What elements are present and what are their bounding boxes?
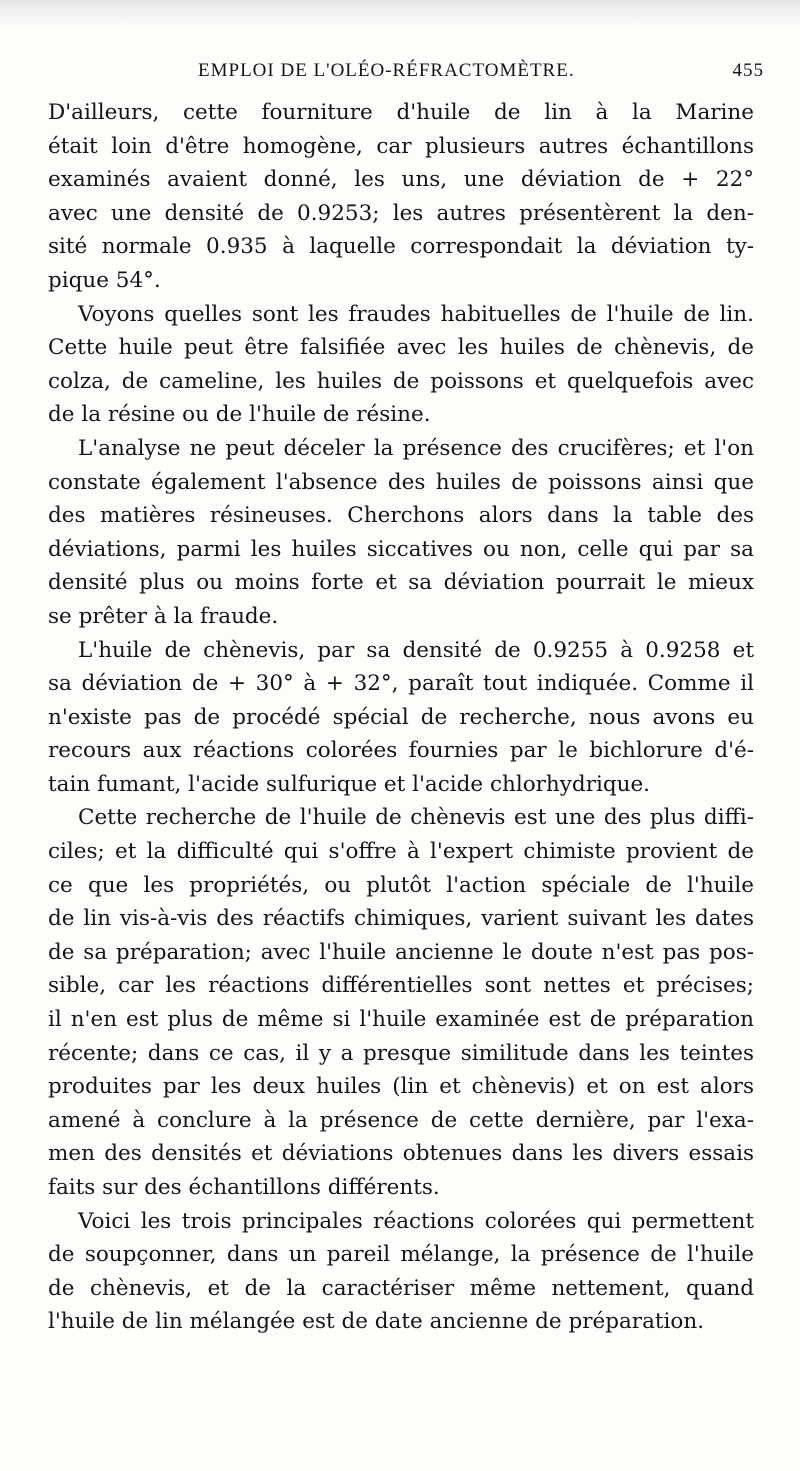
text-line: men des densités et déviations obtenues dans les divers essais	[48, 1141, 754, 1167]
text-line: D'ailleurs, cette fourniture d'huile de lin à la Marine	[48, 100, 754, 125]
text-line: Cette huile peut être falsifiée avec les huiles de chènevis, de	[48, 335, 754, 361]
text-line: n'existe pas de procédé spécial de recherche, nous avons eu	[48, 704, 754, 730]
text-line: l'huile de lin mélangée est de date ancienne de préparation.	[48, 1309, 705, 1335]
text-line: Voici les trois principales réactions colorées qui permettent	[78, 1208, 754, 1234]
paragraph-hemp-oil-density	[48, 634, 754, 802]
text-line: il n'en est plus de même si l'huile examinée est de préparation	[48, 1007, 754, 1033]
text-line: faits sur des échantillons différents.	[48, 1175, 440, 1200]
text-line: constate également l'absence des huiles de poissons ainsi que	[48, 469, 754, 495]
text-line: ce que les propriétés, ou plutôt l'action spéciale de l'huile	[48, 872, 754, 898]
page-header	[48, 56, 768, 86]
running-title: EMPLOI DE L'OLÉO-RÉFRACTOMÈTRE.	[198, 60, 575, 81]
text-line: de soupçonner, dans un pareil mélange, la présence de l'huile	[48, 1242, 754, 1268]
paragraph-analysis	[48, 432, 754, 634]
text-line: amené à conclure à la présence de cette dernière, par l'exa-	[48, 1107, 754, 1133]
text-line: recours aux réactions colorées fournies par le bichlorure d'é-	[48, 738, 754, 764]
text-line: déviations, parmi les huiles siccatives ou non, celle qui par sa	[48, 536, 754, 562]
text-line: produites par les deux huiles (lin et chènevis) et on est alors	[48, 1074, 754, 1100]
text-line: examinés avaient donné, les uns, une déviation de + 22°	[48, 167, 754, 193]
text-line: tain fumant, l'acide sulfurique et l'acide chlorhydrique.	[48, 771, 651, 797]
paragraph-color-reactions	[48, 1205, 754, 1339]
text-line: se prêter à la fraude.	[48, 603, 279, 629]
text-line: pique 54°.	[48, 267, 161, 293]
text-line: L'analyse ne peut déceler la présence des crucifères; et l'on	[78, 435, 754, 461]
text-line: de sa préparation; avec l'huile ancienne le doute n'est pas pos-	[48, 939, 754, 965]
text-line: L'huile de chènevis, par sa densité de 0.9255 à 0.9258 et	[78, 637, 754, 663]
text-line: sa déviation de + 30° à + 32°, paraît tout indiquée. Comme il	[48, 671, 754, 697]
paragraph-hemp-oil-samples	[48, 96, 754, 298]
text-line: densité plus ou moins forte et sa déviation pourrait le mieux	[48, 570, 754, 596]
paragraph-linseed-frauds	[48, 298, 754, 432]
text-line: ciles; et la difficulté qui s'offre à l'expert chimiste provient de	[48, 839, 754, 865]
text-line: était loin d'être homogène, car plusieurs autres échantillons	[48, 133, 754, 159]
body-text	[48, 96, 754, 1339]
text-line: de la résine ou de l'huile de résine.	[48, 402, 431, 428]
text-line: avec une densité de 0.9253; les autres présentèrent la den-	[48, 200, 754, 226]
text-line: de lin vis-à-vis des réactifs chimiques, varient suivant les dates	[48, 906, 754, 932]
page-number: 455	[732, 60, 764, 81]
text-line: sité normale 0.935 à laquelle correspondait la déviation ty-	[48, 234, 754, 260]
text-line: des matières résineuses. Cherchons alors dans la table des	[48, 503, 754, 529]
text-line: de chènevis, et de la caractériser même nettement, quand	[48, 1275, 754, 1301]
text-line: Cette recherche de l'huile de chènevis est une des plus diffi-	[78, 805, 754, 831]
text-line: colza, de cameline, les huiles de poissons et quelquefois avec	[48, 368, 754, 394]
paragraph-detection-difficulty	[48, 801, 754, 1204]
text-line: Voyons quelles sont les fraudes habituelles de l'huile de lin.	[78, 301, 754, 327]
text-line: récente; dans ce cas, il y a presque similitude dans les teintes	[48, 1040, 754, 1066]
text-line: sible, car les réactions différentielles sont nettes et précises;	[48, 973, 754, 999]
